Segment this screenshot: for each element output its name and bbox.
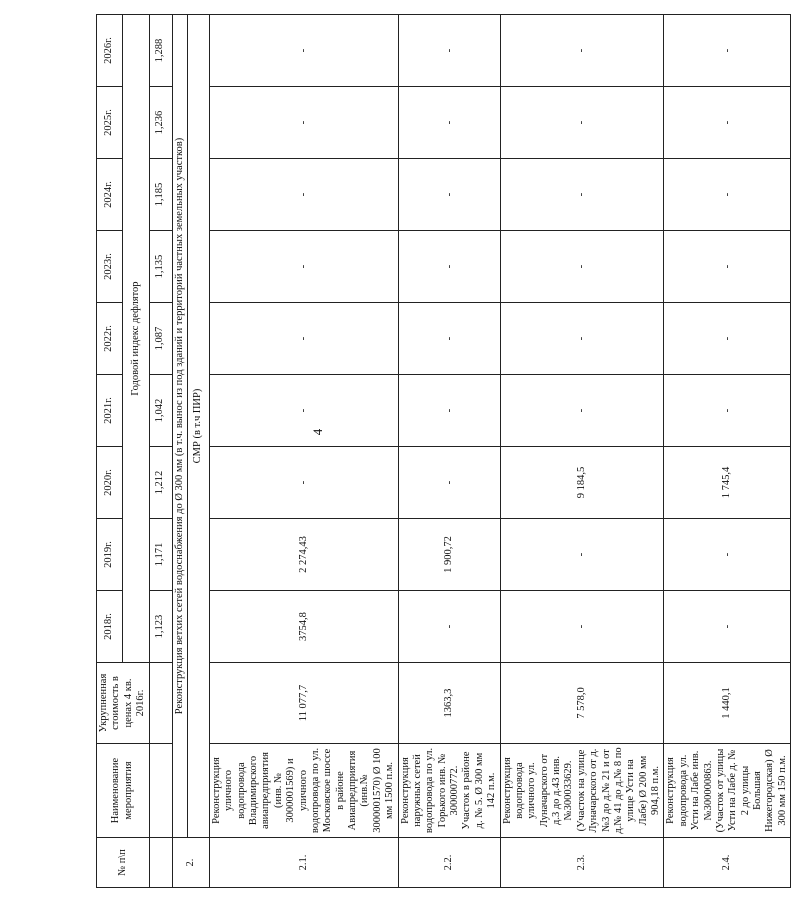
header-years-row [97, 15, 123, 888]
row-value: - [398, 447, 500, 519]
row-value: - [398, 591, 500, 663]
row-value: - [398, 87, 500, 159]
row-value: - [500, 231, 664, 303]
row-num: 2.3. [500, 838, 664, 888]
deflator-value: 1,087 [149, 303, 172, 375]
section-row [172, 15, 187, 888]
deflator-value: 1,123 [149, 591, 172, 663]
row-value: - [209, 231, 398, 303]
table-row [209, 15, 398, 888]
row-value: - [500, 159, 664, 231]
row-value: 1 900,72 [398, 519, 500, 591]
header-year: 2023г. [97, 231, 123, 303]
row-value: - [209, 375, 398, 447]
row-value: - [500, 375, 664, 447]
row-value: - [398, 231, 500, 303]
deflator-value: 1,135 [149, 231, 172, 303]
table-row [500, 15, 664, 888]
deflator-value: 1,171 [149, 519, 172, 591]
row-value: - [209, 87, 398, 159]
row-cost: 7 578,0 [500, 663, 664, 744]
row-num: 2.1. [209, 838, 398, 888]
header-blank [149, 744, 172, 838]
row-cost: 11 077,7 [209, 663, 398, 744]
row-value: - [500, 303, 664, 375]
header-year: 2024г. [97, 159, 123, 231]
row-value: - [664, 159, 791, 231]
row-value: - [500, 591, 664, 663]
investment-table [96, 14, 791, 888]
row-value: - [209, 303, 398, 375]
header-year: 2025г. [97, 87, 123, 159]
header-blank [149, 838, 172, 888]
row-value: 1 745,4 [664, 447, 791, 519]
row-num: 2.4. [664, 838, 791, 888]
table-row [664, 15, 791, 888]
deflator-value: 1,212 [149, 447, 172, 519]
header-year: 2026г. [97, 15, 123, 87]
section-title: Реконструкция ветхих сетей водоснабжения до Ø 300 мм (в т.ч. вынос из под зданий и территорий частных земельных участков) [172, 15, 187, 838]
row-name: Реконструкция водопровода уличного ул. Луначарского от д.3 до д.43 инв.№300033629. (Участок на улице Луначарского от д.№3 до д.№ 21 и от д.№ 41 до д.№ 8 по улице Усти на Лабе) Ø 200 мм 904,18 п.м. [500, 744, 664, 838]
row-value: - [398, 375, 500, 447]
row-value: - [664, 375, 791, 447]
row-value: - [500, 15, 664, 87]
row-cost: 1363,3 [398, 663, 500, 744]
header-year: 2020г. [97, 447, 123, 519]
deflator-value: 1,236 [149, 87, 172, 159]
page-number: 4 [310, 428, 325, 436]
header-num: № п\п [97, 838, 150, 888]
row-value: - [500, 519, 664, 591]
row-value: - [209, 447, 398, 519]
row-value: - [398, 303, 500, 375]
row-value: - [398, 159, 500, 231]
row-value: 3754,8 [209, 591, 398, 663]
header-year: 2021г. [97, 375, 123, 447]
row-value: - [664, 591, 791, 663]
row-name: Реконструкция уличного водопровода Владимирского авиапредприятия (инв. № 3000001569) и уличного водопровода по ул. Московское шоссе в районе Авиапредприятия (инв.№ 3000001570) Ø 100 мм 1500 п.м. [209, 744, 398, 838]
row-value: - [398, 15, 500, 87]
row-value: - [664, 519, 791, 591]
row-value: - [664, 15, 791, 87]
deflator-value: 1,288 [149, 15, 172, 87]
row-name: Реконструкция водопровода ул. Усти на Лабе инв.№300000863. (Участок от улицы Усти на Лабе д. № 2 до улицы Большая Нижегородская) Ø 300 мм 150 п.м. [664, 744, 791, 838]
header-year: 2022г. [97, 303, 123, 375]
row-cost: 1 440,1 [664, 663, 791, 744]
header-name: Наименование мероприятия [97, 744, 150, 838]
rotated-table-container [96, 14, 788, 888]
header-blank [149, 663, 172, 744]
deflator-value: 1,042 [149, 375, 172, 447]
row-value: - [209, 159, 398, 231]
deflator-value: 1,185 [149, 159, 172, 231]
deflator-label: Годовой индекс дефлятор [123, 15, 149, 663]
section-num: 2. [172, 838, 209, 888]
row-value: - [664, 303, 791, 375]
header-deflator-values-row [149, 15, 172, 888]
row-name: Реконструкция наружных сетей водопровода по ул. Горького инв. № 300000772. Участок в районе д. № 5. Ø 300 мм 142 п.м. [398, 744, 500, 838]
header-year: 2019г. [97, 519, 123, 591]
table-row [398, 15, 500, 888]
header-cost: Укрупненная стоимость в ценах 4 кв. 2016г. [97, 663, 150, 744]
row-value: - [209, 15, 398, 87]
row-num: 2.2. [398, 838, 500, 888]
header-year: 2018г. [97, 591, 123, 663]
row-value: 2 274,43 [209, 519, 398, 591]
section-subtitle-row [187, 15, 209, 888]
row-value: - [500, 87, 664, 159]
row-value: 9 184,5 [500, 447, 664, 519]
row-value: - [664, 87, 791, 159]
row-value: - [664, 231, 791, 303]
section-subtitle: СМР (в т.ч ПИР) [187, 15, 209, 838]
